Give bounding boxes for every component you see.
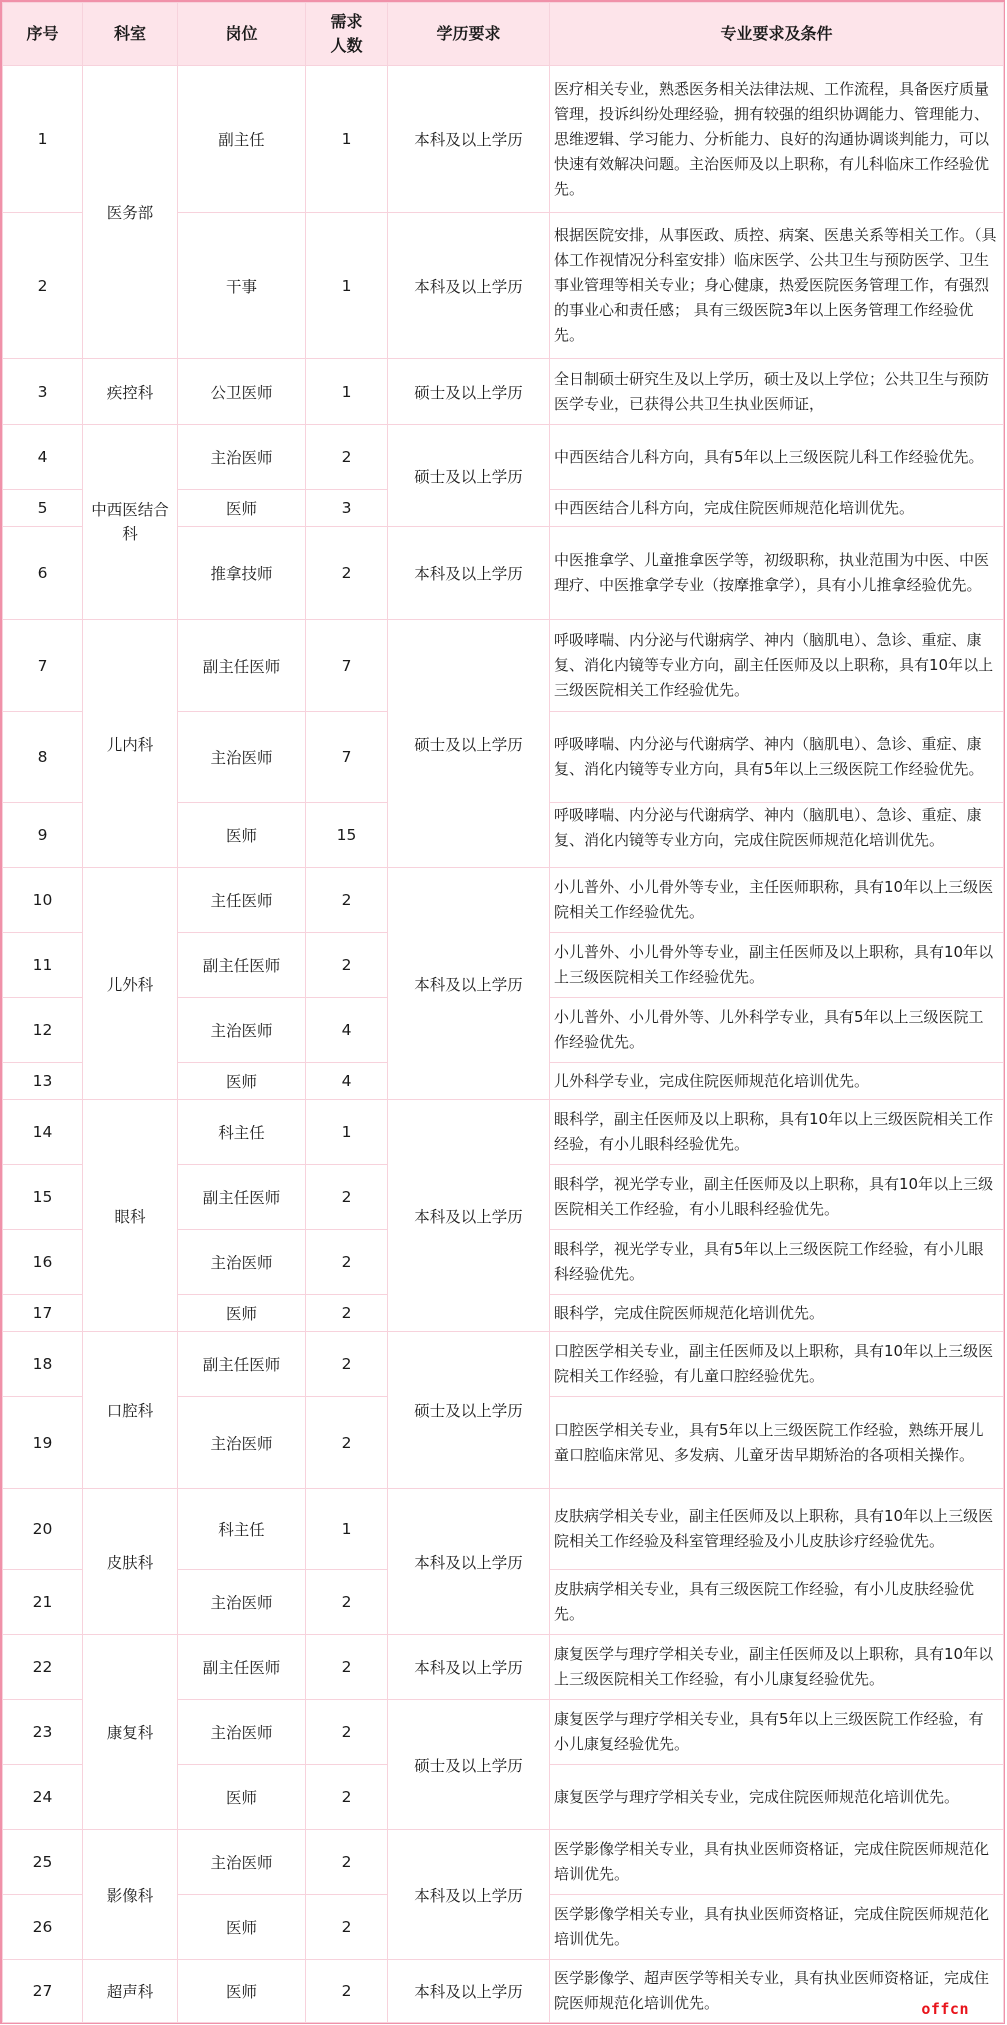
cell-edu: 本科及以上学历 <box>388 1100 550 1332</box>
cell-post: 主治医师 <box>178 1397 306 1489</box>
cell-no: 21 <box>3 1570 83 1635</box>
table-row <box>3 66 1004 213</box>
cell-count: 1 <box>306 213 388 359</box>
cell-post: 推拿技师 <box>178 527 306 620</box>
cell-count: 2 <box>306 933 388 998</box>
cell-edu: 本科及以上学历 <box>388 868 550 1100</box>
cell-count: 4 <box>306 1063 388 1100</box>
cell-post: 科主任 <box>178 1100 306 1165</box>
cell-no: 20 <box>3 1489 83 1570</box>
cell-req: 小儿普外、小儿骨外等专业，主任医师职称，具有10年以上三级医院相关工作经验优先。 <box>550 868 1004 933</box>
cell-req: 中西医结合儿科方向，完成住院医师规范化培训优先。 <box>550 490 1004 527</box>
cell-req: 呼吸哮喘、内分泌与代谢病学、神内（脑肌电）、急诊、重症、康复、消化内镜等专业方向，副主任医师及以上职称，具有10年以上三级医院相关工作经验优先。 <box>550 620 1004 712</box>
cell-post: 主治医师 <box>178 998 306 1063</box>
cell-no: 9 <box>3 803 83 868</box>
cell-no: 22 <box>3 1635 83 1700</box>
cell-edu: 本科及以上学历 <box>388 1635 550 1700</box>
cell-req: 皮肤病学相关专业，副主任医师及以上职称，具有10年以上三级医院相关工作经验及科室管理经验及小儿皮肤诊疗经验优先。 <box>550 1489 1004 1570</box>
cell-req: 皮肤病学相关专业，具有三级医院工作经验，有小儿皮肤经验优先。 <box>550 1570 1004 1635</box>
cell-no: 12 <box>3 998 83 1063</box>
cell-dept: 康复科 <box>83 1635 178 1830</box>
cell-req: 根据医院安排，从事医政、质控、病案、医患关系等相关工作。（具体工作视情况分科室安排）临床医学、公共卫生与预防医学、卫生事业管理等相关专业；身心健康，热爱医院医务管理工作，有强烈的事业心和责任感； 具有三级医院3年以上医务管理工作经验优先。 <box>550 213 1004 359</box>
cell-post: 主任医师 <box>178 868 306 933</box>
cell-post: 副主任医师 <box>178 933 306 998</box>
cell-post: 医师 <box>178 1765 306 1830</box>
cell-no: 3 <box>3 359 83 425</box>
cell-post: 副主任 <box>178 66 306 213</box>
cell-dept: 超声科 <box>83 1960 178 2023</box>
cell-no: 10 <box>3 868 83 933</box>
cell-post: 科主任 <box>178 1489 306 1570</box>
cell-count: 7 <box>306 620 388 712</box>
cell-no: 6 <box>3 527 83 620</box>
cell-req: 呼吸哮喘、内分泌与代谢病学、神内（脑肌电）、急诊、重症、康复、消化内镜等专业方向，具有5年以上三级医院工作经验优先。 <box>550 712 1004 803</box>
cell-post: 干事 <box>178 213 306 359</box>
cell-req: 小儿普外、小儿骨外等、儿外科学专业，具有5年以上三级医院工作经验优先。 <box>550 998 1004 1063</box>
cell-edu: 本科及以上学历 <box>388 527 550 620</box>
cell-edu: 本科及以上学历 <box>388 66 550 213</box>
cell-dept: 眼科 <box>83 1100 178 1332</box>
cell-post: 主治医师 <box>178 1230 306 1295</box>
cell-req: 中西医结合儿科方向，具有5年以上三级医院儿科工作经验优先。 <box>550 425 1004 490</box>
header-post: 岗位 <box>178 3 306 66</box>
cell-no: 7 <box>3 620 83 712</box>
cell-count: 7 <box>306 712 388 803</box>
cell-count: 2 <box>306 1295 388 1332</box>
table-row <box>3 868 1004 933</box>
cell-dept: 医务部 <box>83 66 178 359</box>
cell-edu: 硕士及以上学历 <box>388 359 550 425</box>
cell-req: 中医推拿学、儿童推拿医学等，初级职称，执业范围为中医、中医理疗、中医推拿学专业（按摩推拿学），具有小儿推拿经验优先。 <box>550 527 1004 620</box>
table-row <box>3 1332 1004 1397</box>
cell-no: 27 <box>3 1960 83 2023</box>
cell-no: 18 <box>3 1332 83 1397</box>
cell-count: 2 <box>306 1332 388 1397</box>
cell-edu: 本科及以上学历 <box>388 1960 550 2023</box>
cell-count: 2 <box>306 425 388 490</box>
cell-no: 4 <box>3 425 83 490</box>
cell-req: 小儿普外、小儿骨外等专业，副主任医师及以上职称，具有10年以上三级医院相关工作经验优先。 <box>550 933 1004 998</box>
cell-edu: 本科及以上学历 <box>388 1489 550 1635</box>
cell-post: 医师 <box>178 803 306 868</box>
cell-count: 1 <box>306 359 388 425</box>
cell-count: 1 <box>306 1489 388 1570</box>
cell-req: 口腔医学相关专业，具有5年以上三级医院工作经验，熟练开展儿童口腔临床常见、多发病、儿童牙齿早期矫治的各项相关操作。 <box>550 1397 1004 1489</box>
cell-post: 医师 <box>178 1895 306 1960</box>
header-edu: 学历要求 <box>388 3 550 66</box>
table-row <box>3 1635 1004 1700</box>
cell-req: 呼吸哮喘、内分泌与代谢病学、神内（脑肌电）、急诊、重症、康复、消化内镜等专业方向，完成住院医师规范化培训优先。 <box>550 803 1004 868</box>
cell-count: 2 <box>306 527 388 620</box>
cell-req: 眼科学，副主任医师及以上职称，具有10年以上三级医院相关工作经验，有小儿眼科经验优先。 <box>550 1100 1004 1165</box>
cell-post: 医师 <box>178 1295 306 1332</box>
cell-post: 医师 <box>178 1063 306 1100</box>
cell-count: 2 <box>306 1397 388 1489</box>
cell-post: 副主任医师 <box>178 620 306 712</box>
cell-post: 主治医师 <box>178 712 306 803</box>
cell-req: 康复医学与理疗学相关专业，完成住院医师规范化培训优先。 <box>550 1765 1004 1830</box>
cell-req: 口腔医学相关专业，副主任医师及以上职称，具有10年以上三级医院相关工作经验，有儿童口腔经验优先。 <box>550 1332 1004 1397</box>
cell-count: 2 <box>306 1700 388 1765</box>
cell-count: 2 <box>306 1830 388 1895</box>
header-count: 需求 人数 <box>306 3 388 66</box>
cell-count: 2 <box>306 1960 388 2023</box>
cell-dept: 中西医结合科 <box>83 425 178 620</box>
cell-count: 2 <box>306 868 388 933</box>
table-row <box>3 1489 1004 1570</box>
cell-count: 2 <box>306 1570 388 1635</box>
cell-req: 眼科学，视光学专业，副主任医师及以上职称，具有10年以上三级医院相关工作经验，有小儿眼科经验优先。 <box>550 1165 1004 1230</box>
cell-no: 25 <box>3 1830 83 1895</box>
cell-count: 4 <box>306 998 388 1063</box>
cell-post: 副主任医师 <box>178 1635 306 1700</box>
cell-post: 主治医师 <box>178 1570 306 1635</box>
cell-count: 2 <box>306 1635 388 1700</box>
cell-no: 2 <box>3 213 83 359</box>
cell-edu: 硕士及以上学历 <box>388 620 550 868</box>
cell-dept: 疾控科 <box>83 359 178 425</box>
cell-no: 16 <box>3 1230 83 1295</box>
watermark-logo: offcn <box>921 2000 969 2018</box>
table-row <box>3 1100 1004 1165</box>
cell-edu: 硕士及以上学历 <box>388 1332 550 1489</box>
cell-req: 医学影像学相关专业，具有执业医师资格证，完成住院医师规范化培训优先。 <box>550 1830 1004 1895</box>
table-row <box>3 1830 1004 1895</box>
cell-edu: 硕士及以上学历 <box>388 1700 550 1830</box>
cell-post: 医师 <box>178 490 306 527</box>
cell-post: 公卫医师 <box>178 359 306 425</box>
cell-count: 3 <box>306 490 388 527</box>
cell-req: 康复医学与理疗学相关专业，副主任医师及以上职称，具有10年以上三级医院相关工作经验，有小儿康复经验优先。 <box>550 1635 1004 1700</box>
cell-no: 24 <box>3 1765 83 1830</box>
cell-no: 23 <box>3 1700 83 1765</box>
cell-no: 26 <box>3 1895 83 1960</box>
cell-no: 17 <box>3 1295 83 1332</box>
table-row <box>3 620 1004 712</box>
cell-edu: 本科及以上学历 <box>388 1830 550 1960</box>
cell-edu: 硕士及以上学历 <box>388 425 550 527</box>
header-dept: 科室 <box>83 3 178 66</box>
cell-post: 医师 <box>178 1960 306 2023</box>
cell-req: 医疗相关专业，熟悉医务相关法律法规、工作流程，具备医疗质量管理，投诉纠纷处理经验，拥有较强的组织协调能力、管理能力、思维逻辑、学习能力、分析能力、良好的沟通协调谈判能力，可以快速有效解决问题。主治医师及以上职称，有儿科临床工作经验优先。 <box>550 66 1004 213</box>
cell-req: 眼科学，视光学专业，具有5年以上三级医院工作经验，有小儿眼科经验优先。 <box>550 1230 1004 1295</box>
cell-dept: 儿内科 <box>83 620 178 868</box>
cell-req: 眼科学，完成住院医师规范化培训优先。 <box>550 1295 1004 1332</box>
cell-req: 全日制硕士研究生及以上学历，硕士及以上学位；公共卫生与预防医学专业，已获得公共卫生执业医师证， <box>550 359 1004 425</box>
cell-no: 14 <box>3 1100 83 1165</box>
table-row <box>3 1960 1004 2023</box>
cell-count: 2 <box>306 1765 388 1830</box>
cell-dept: 儿外科 <box>83 868 178 1100</box>
header-req: 专业要求及条件 <box>550 3 1004 66</box>
cell-count: 2 <box>306 1230 388 1295</box>
cell-count: 2 <box>306 1165 388 1230</box>
cell-count: 1 <box>306 1100 388 1165</box>
cell-req: 康复医学与理疗学相关专业，具有5年以上三级医院工作经验，有小儿康复经验优先。 <box>550 1700 1004 1765</box>
cell-dept: 口腔科 <box>83 1332 178 1489</box>
cell-no: 11 <box>3 933 83 998</box>
cell-no: 15 <box>3 1165 83 1230</box>
cell-no: 1 <box>3 66 83 213</box>
cell-dept: 影像科 <box>83 1830 178 1960</box>
table-row <box>3 425 1004 490</box>
header-row <box>3 3 1004 66</box>
cell-dept: 皮肤科 <box>83 1489 178 1635</box>
cell-edu: 本科及以上学历 <box>388 213 550 359</box>
cell-no: 13 <box>3 1063 83 1100</box>
cell-req: 医学影像学相关专业，具有执业医师资格证，完成住院医师规范化培训优先。 <box>550 1895 1004 1960</box>
recruitment-table <box>2 2 1004 2023</box>
cell-count: 15 <box>306 803 388 868</box>
cell-post: 副主任医师 <box>178 1332 306 1397</box>
cell-post: 主治医师 <box>178 425 306 490</box>
cell-post: 副主任医师 <box>178 1165 306 1230</box>
cell-count: 1 <box>306 66 388 213</box>
cell-post: 主治医师 <box>178 1700 306 1765</box>
cell-no: 5 <box>3 490 83 527</box>
cell-req: 医学影像学、超声医学等相关专业，具有执业医师资格证，完成住院医师规范化培训优先。 <box>550 1960 1004 2023</box>
cell-no: 19 <box>3 1397 83 1489</box>
cell-count: 2 <box>306 1895 388 1960</box>
cell-req: 儿外科学专业，完成住院医师规范化培训优先。 <box>550 1063 1004 1100</box>
cell-no: 8 <box>3 712 83 803</box>
table-row <box>3 359 1004 425</box>
cell-post: 主治医师 <box>178 1830 306 1895</box>
header-no: 序号 <box>3 3 83 66</box>
